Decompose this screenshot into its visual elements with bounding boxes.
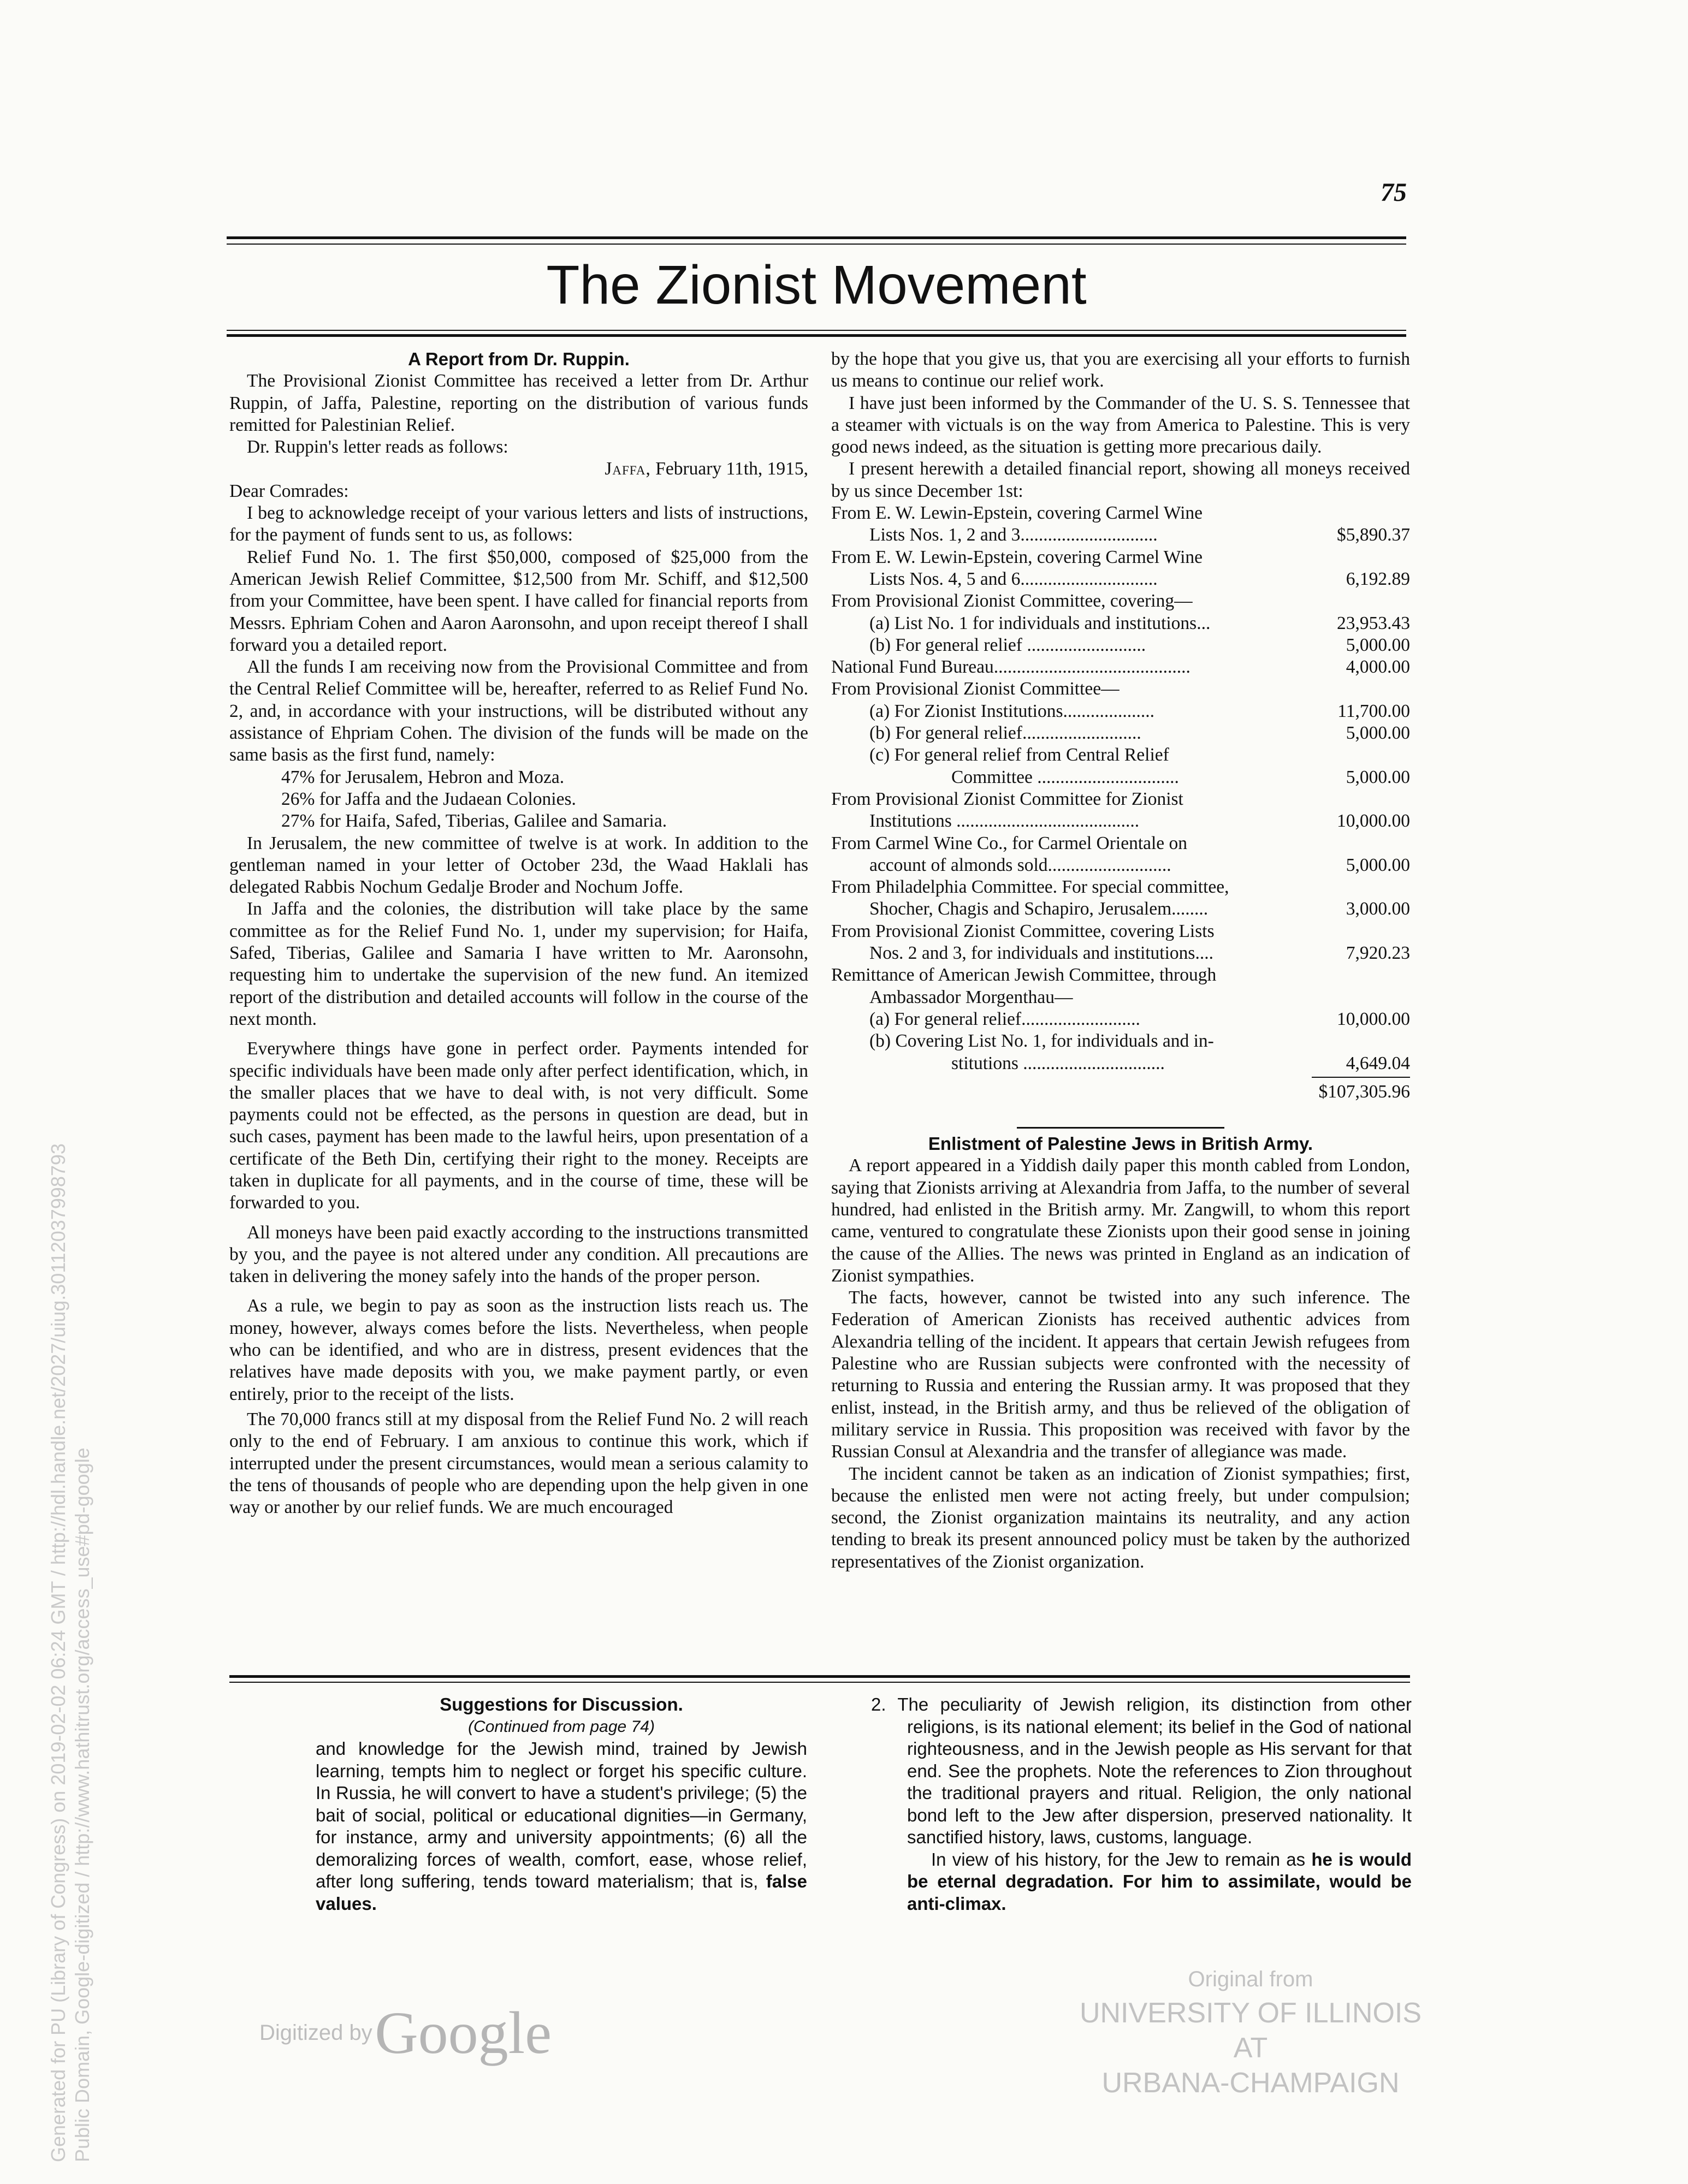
financial-entry-head [831,921,1410,942]
financial-entry-text: Shocher, Chagis and Schapiro, Jerusalem........ [869,899,1209,919]
article-heading-ruppin: A Report from Dr. Ruppin. [408,349,630,369]
google-logo: Google [375,1999,552,2066]
side-watermark-line-1: Generated for PU (Library of Congress) on 2019-02-02 06:24 GMT / http://hdl.handle.net/2027/uiug.30112037998793 [47,1143,69,2162]
financial-entry-head [831,876,1410,898]
financial-entry-text: (b) For general relief .......................... [869,634,1146,655]
salutation: Dear Comrades: [229,480,349,501]
bottom-section-rule [229,1675,1410,1678]
financial-entry-amount: 4,000.00 [1346,657,1410,678]
suggestions-right [871,1694,1412,1915]
financial-entry-line [831,722,1410,744]
paragraph: A report appeared in a Yiddish daily paper this month cabled from London, saying that Zionists arriving at Alexandria from Jaffa, to the number of several hundred, had enlisted in the British army. Mr. Zangwill, to whom this report came, ventured to congratulate these Zionists upon their good sense in joining the cause of the Allies. The news was printed in England as an indication of Zionist sympathies. [831,1155,1410,1286]
paragraph: The incident cannot be taken as an indication of Zionist sympathies; first, because the enlisted men were not acting freely, but under compulsion; second, the Zionist organization maintains its neutrality, and any action tending to break its present announced policy must be taken by the authorized representatives of the Zionist organization. [831,1463,1410,1572]
financial-entry-text: Committee ............................... [951,767,1179,787]
digitized-by-text: Digitized by [259,2021,372,2045]
financial-entry-line [831,1053,1410,1075]
university-line-2: URBANA-CHAMPAIGN [1101,2067,1400,2099]
masthead-bottom-rule [227,334,1406,337]
suggestions-text-bold: false values. [316,1871,807,1914]
financial-entry-line [831,524,1410,546]
paragraph: All moneys have been paid exactly according to the instructions transmitted by you, and the payee is not altered under any condition. All precautions are taken in delivering the money safely into the hands of the proper person. [229,1222,808,1287]
paragraph: As a rule, we begin to pay as soon as the instruction lists reach us. The money, however, always comes before the lists. Nevertheless, when people who can be identified, and who are in distress, present evidences that the relatives have made deposits with you, we make payment partly, or even entirely, prior to the receipt of the lists. [229,1296,808,1404]
suggestions-heading: Suggestions for Discussion. [440,1694,683,1714]
financial-entry-amount: 4,649.04 [1346,1053,1410,1073]
financial-entry-label: National Fund Bureau........................................... [831,657,1191,678]
paragraph: I beg to acknowledge receipt of your various letters and lists of instructions, for the payment of funds sent to us, as follows: [229,503,808,545]
financial-entry-head [831,590,1410,612]
article-heading-enlistment: Enlistment of Palestine Jews in British Army. [928,1133,1313,1154]
financial-entry-line [831,767,1410,788]
original-from-watermark [1059,1963,1442,2100]
left-column [229,348,808,1518]
bottom-section-rule-thin [229,1682,1410,1683]
financial-entry-text: (a) For general relief.......................... [869,1008,1140,1029]
financial-entry-amount: 7,920.23 [1346,943,1410,964]
dateline [229,458,808,480]
financial-entry-text: Lists Nos. 1, 2 and 3.............................. [869,525,1158,545]
digitized-by-watermark [259,1998,552,2068]
financial-entry-amount: 5,000.00 [1346,854,1410,875]
financial-entry-head [831,678,1410,700]
side-watermark [46,1143,94,2162]
financial-entry-line [831,987,1410,1008]
financial-entry-line [831,898,1410,920]
paragraph: In Jaffa and the colonies, the distribution will take place by the same committee as for the Relief Fund No. 1, under my supervision; for Haifa, Safed, Tiberias, Galilee and Samaria I have written to Mr. Aaronsohn, requesting him to undertake the supervision of the new fund. An itemized report of the distribution and detailed accounts will follow in the course of the next month. [229,899,808,1029]
paragraph: The 70,000 francs still at my disposal from the Relief Fund No. 2 will reach only to the end of February. I am anxious to continue this work, which if interrupted under the present circumstances, would mean a serious calamity to the tens of thousands of people who are depending upon the help given in one way or another by our relief funds. We are much encouraged [229,1409,808,1518]
section-divider [1017,1127,1224,1129]
side-watermark-line-2: Public Domain, Google-digitized / http://www.hathitrust.org/access_use#pd-google [71,1447,93,2162]
masthead-title: The Zionist Movement [546,254,1087,316]
financial-entry-line [831,613,1410,634]
masthead-top-rule-thin [227,244,1406,245]
financial-entry-text: (b) Covering List No. 1, for individuals and in- [869,1031,1214,1052]
paragraph: Relief Fund No. 1. The first $50,000, composed of $25,000 from the American Jewish Relief Committee, $12,500 from Mr. Schiff, and $12,500 from your Committee, have been spent. I have called for financial reports from Messrs. Ephriam Cohen and Aaron Aaronsohn, and upon receipt thereof I shall forward you a detailed report. [229,547,808,655]
financial-entry-line [831,1008,1410,1030]
percentage-item: 27% for Haifa, Safed, Tiberias, Galilee and Samaria. [281,811,667,832]
financial-entry-amount: 23,953.43 [1337,613,1410,633]
financial-entry-head [831,502,1410,524]
financial-entry-text: (a) List No. 1 for individuals and institutions... [869,613,1211,633]
paragraph: by the hope that you give us, that you are exercising all your efforts to furnish us means to continue our relief work. [831,349,1410,391]
financial-entry-amount: 5,000.00 [1346,723,1410,744]
point-2-cont-bold: he is would be eternal degradation. For him to assimilate, would be anti-climax. [907,1849,1412,1914]
financial-entry-amount: 6,192.89 [1346,568,1410,589]
financial-entry-line [831,634,1410,656]
financial-entry-label: From Provisional Zionist Committee, covering— [831,591,1193,612]
financial-entry-text: account of almonds sold........................... [869,854,1171,875]
page-number: 75 [1381,178,1407,207]
financial-entry-text: Nos. 2 and 3, for individuals and institutions.... [869,943,1213,964]
financial-entry-head [831,964,1410,986]
financial-entry-amount: 5,000.00 [1346,634,1410,655]
right-column [831,348,1410,1573]
suggestions-left [316,1694,807,1915]
university-line-1: UNIVERSITY OF ILLINOIS AT [1079,1997,1422,2064]
financial-entry-amount: 11,700.00 [1337,701,1410,721]
financial-entry-label: From E. W. Lewin-Epstein, covering Carmel Wine [831,547,1203,567]
dateline-date: February 11th, 1915, [650,459,808,479]
masthead-bottom-rule-thin [227,330,1406,331]
point-2-continued [871,1849,1412,1915]
financial-entry-label: From Provisional Zionist Committee— [831,679,1120,699]
continued-note: (Continued from page 74) [468,1717,655,1736]
financial-entry-line [831,568,1410,590]
suggestions-text-body: and knowledge for the Jewish mind, trained by Jewish learning, tempts him to neglect or forget his specific culture. In Russia, he will convert to have a student's privilege; (5) the bait of social, political or educational dignities—in Germany, for instance, army and university appointments; (6) all the demoralizing forces of wealth, comfort, ease, whose relief, after long suffering, tends toward materialism; that is, [316,1738,807,1891]
financial-entry-head [831,656,1410,678]
financial-entry-label: From Philadelphia Committee. For special committee, [831,877,1229,898]
financial-entry-line [831,942,1410,964]
dateline-place: Jaffa, [605,459,651,479]
financial-entry-line [831,810,1410,832]
suggestions-text [316,1738,807,1915]
financial-report [831,502,1410,1075]
financial-entry-line [831,744,1410,766]
paragraph: The Provisional Zionist Committee has received a letter from Dr. Arthur Ruppin, of Jaffa, Palestine, reporting on the distribution of various funds remitted for Palestinian Relief. [229,371,808,435]
paragraph: Everywhere things have gone in perfect order. Payments intended for specific individuals have been made only after perfect identification, which, in the smaller places that we have to deal with, is not very difficult. Some payments could not be effected, as the persons in question are dead, but in such cases, payment has been made to the lawful heirs, upon presentation of a certificate of the Beth Din, certifying their right to the money. Receipts are taken in duplicate for all payments, and in the course of time, these will be forwarded to you. [229,1038,808,1213]
original-from-text: Original from [1188,1967,1313,1991]
financial-entry-label: From Provisional Zionist Committee for Zionist [831,788,1183,809]
financial-entry-amount: 5,000.00 [1346,767,1410,787]
financial-entry-head [831,547,1410,568]
financial-entry-text: (b) For general relief.......................... [869,723,1141,744]
masthead-top-rule [227,236,1406,239]
financial-entry-text: (c) For general relief from Central Relief [869,745,1169,765]
financial-entry-amount: 10,000.00 [1337,1008,1410,1029]
paragraph: Dr. Ruppin's letter reads as follows: [247,437,508,458]
financial-entry-amount: 3,000.00 [1346,899,1410,919]
financial-total: $107,305.96 [1318,1081,1410,1102]
financial-entry-label: From Provisional Zionist Committee, covering Lists [831,921,1215,941]
financial-entry-text: Ambassador Morgenthau— [869,987,1073,1007]
financial-entry-amount: 10,000.00 [1337,811,1410,832]
financial-entry-label: Remittance of American Jewish Committee, through [831,965,1217,986]
paragraph: The facts, however, cannot be twisted into any such inference. The Federation of American Zionists has received authentic advices from Alexandria telling of the incident. It appears that certain Jewish refugees from Palestine who are Russian subjects were confronted with the necessity of returning to Russia and entering the Russian army. It was proposed that they enlist, instead, in the British army, and thus be relieved of the obligation of military service in Russia. This proposition was received with favor by the Russian Consul at Alexandria and the transfer of allegiance was made. [831,1287,1410,1462]
financial-entry-line [831,854,1410,876]
financial-entry-text: (a) For Zionist Institutions.................... [869,701,1155,721]
paragraph: All the funds I am receiving now from the Provisional Committee and from the Central Relief Committee will be, hereafter, referred to as Relief Fund No. 2, and, in accordance with your instructions, will be distributed without any assistance of Ehpriam Cohen. The division of the funds will be made on the same basis as the first fund, namely: [229,657,808,765]
point-2: 2. The peculiarity of Jewish religion, its distinction from other religions, is its national element; its belief in the God of national righteousness, and in the Jewish people as His servant for that end. See the prophets. Note the references to Zion throughout the traditional prayers and ritual. Religion, the only national bond left to the Jew after dispersion, preserved nationality. It sanctified history, laws, customs, language. [871,1694,1412,1847]
percentage-item: 26% for Jaffa and the Judaean Colonies. [281,788,576,809]
financial-entry-head [831,833,1410,854]
financial-entry-label: From Carmel Wine Co., for Carmel Orientale on [831,833,1188,853]
total-rule [1312,1077,1410,1078]
financial-entry-text: Institutions ........................................ [869,811,1140,832]
financial-entry-head [831,788,1410,810]
financial-entry-line [831,701,1410,722]
financial-entry-text: stitutions ............................... [951,1053,1165,1073]
paragraph: I present herewith a detailed financial report, showing all moneys received by us since December 1st: [831,459,1410,501]
percentage-item: 47% for Jerusalem, Hebron and Moza. [281,767,565,787]
paragraph: I have just been informed by the Commander of the U. S. S. Tennessee that a steamer with victuals is on the way from America to Palestine. This is very good news indeed, as the situation is getting more precarious daily. [831,393,1410,458]
point-2-cont-body: In view of his history, for the Jew to remain as [931,1849,1312,1870]
financial-entry-text: Lists Nos. 4, 5 and 6.............................. [869,568,1158,589]
paragraph: In Jerusalem, the new committee of twelve is at work. In addition to the gentleman named in your letter of October 23d, the Waad Haklali has delegated Rabbis Nochum Gedalje Broder and Nochum Joffe. [229,833,808,898]
financial-entry-amount: $5,890.37 [1337,525,1410,545]
financial-entry-line [831,1030,1410,1052]
financial-entry-label: From E. W. Lewin-Epstein, covering Carmel Wine [831,503,1203,524]
